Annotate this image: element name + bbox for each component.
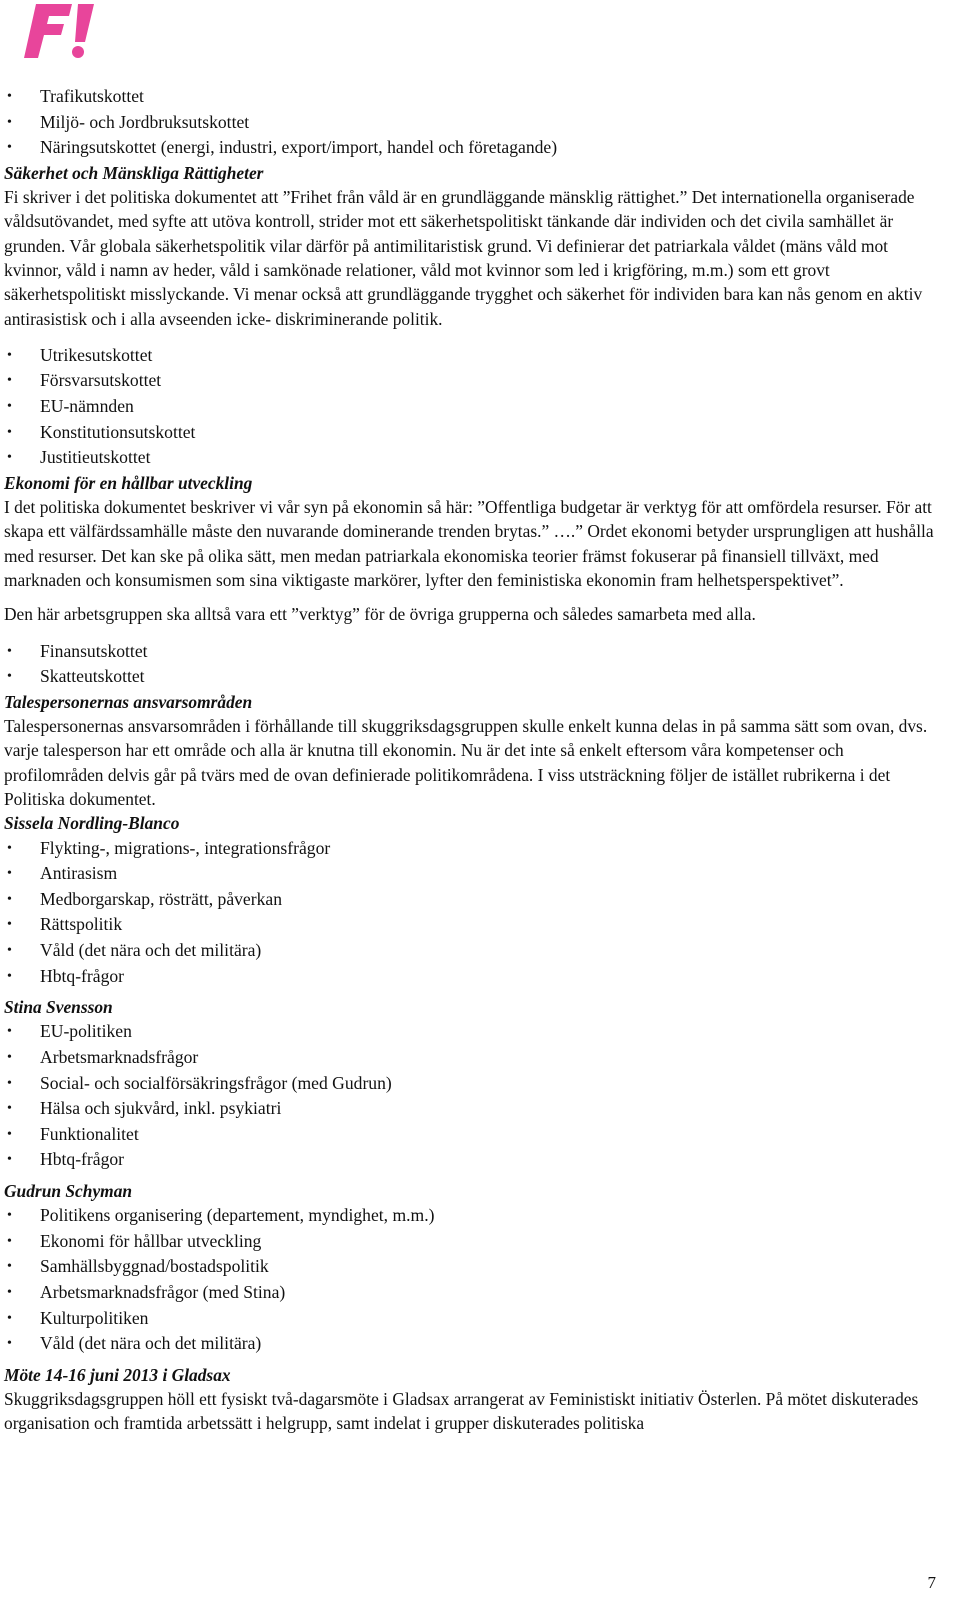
list-item: • Politikens organisering (departement, myndighet, m.m.): [4, 1203, 940, 1229]
list-item: • Arbetsmarknadsfrågor (med Stina): [4, 1280, 940, 1306]
list-item: • Finansutskottet: [4, 639, 940, 665]
list-item: • Justitieutskottet: [4, 445, 940, 471]
committee-list-3: [4, 639, 940, 690]
section-paragraph: Talespersonernas ansvarsområden i förhållande till skuggriksdagsgruppen skulle enkelt kunna delas in på samma sätt som ovan, dvs. varje talesperson har ett område och alla är knutna till ekonomin. Nu är det inte så enkelt eftersom våra kompetenser och profilområden delvis går på tvärs med de ovan definierade politikområdena. I viss utsträckning följer de istället rubrikerna i det Politiska dokumentet.: [4, 716, 928, 809]
spokesperson-list-2: [4, 1019, 940, 1173]
list-item: • Flykting-, migrations-, integrationsfrågor: [4, 836, 940, 862]
section-paragraph: I det politiska dokumentet beskriver vi vår syn på ekonomin så här: ”Offentliga budgetar är verktyg för att omfördela resurser. För att skapa ett välfärdssamhälle måste den nuvarande dominerande trenden brytas.” ….” Ordet ekonomi betyder ursprungligen att hushålla med resurser. Det kan ske på olika sätt, men medan patriarkala ekonomiska teorier främst fokuserar på finansiell tillväxt, med marknaden och konsumismen som sina viktigaste markörer, lyfter den feministiska ekonomin fram helhetsperspektivet”.: [4, 497, 934, 591]
list-item: • Skatteutskottet: [4, 664, 940, 690]
section-heading: Säkerhet och Mänskliga Rättigheter: [4, 162, 264, 183]
committee-list-1: [4, 84, 940, 161]
list-item: • Medborgarskap, rösträtt, påverkan: [4, 887, 940, 913]
bullet-icon: •: [7, 1075, 12, 1091]
section-heading: Ekonomi för en hållbar utveckling: [4, 472, 253, 493]
bullet-icon: •: [7, 399, 12, 415]
list-item: • Näringsutskottet (energi, industri, export/import, handel och företagande): [4, 135, 940, 161]
committee-list-2: [4, 343, 940, 471]
bullet-icon: •: [7, 917, 12, 933]
list-item: • Hälsa och sjukvård, inkl. psykiatri: [4, 1096, 940, 1122]
bullet-icon: •: [7, 1259, 12, 1275]
list-item: • Samhällsbyggnad/bostadspolitik: [4, 1254, 940, 1280]
bullet-icon: •: [7, 1310, 12, 1326]
section-paragraph: Den här arbetsgruppen ska alltså vara ett ”verktyg” för de övriga grupperna och således samarbeta med alla.: [4, 604, 756, 625]
bullet-icon: •: [7, 1024, 12, 1040]
bullet-icon: •: [7, 942, 12, 958]
feministiskt-initiativ-logo: [22, 0, 102, 62]
section-heading: Talespersonernas ansvarsområden: [4, 691, 253, 712]
bullet-icon: •: [7, 140, 12, 156]
spokesperson-name: Sissela Nordling-Blanco: [4, 813, 180, 834]
bullet-icon: •: [7, 347, 12, 363]
bullet-icon: •: [7, 643, 12, 659]
spokesperson-name: Gudrun Schyman: [4, 1181, 133, 1201]
list-item: • Trafikutskottet: [4, 84, 940, 110]
list-item: • Hbtq-frågor: [4, 964, 940, 990]
section-paragraph: Skuggriksdagsgruppen höll ett fysiskt två-dagarsmöte i Gladsax arrangerat av Feministiskt initiativ Österlen. På mötet diskuterades organisation och framtida arbetssätt i helgrupp, samt indelat i grupper diskuterades politiska: [4, 1389, 919, 1434]
spokesperson-list-3: [4, 1203, 940, 1357]
list-item: • Social- och socialförsäkringsfrågor (med Gudrun): [4, 1071, 940, 1097]
list-item: • Våld (det nära och det militära): [4, 938, 940, 964]
bullet-icon: •: [7, 1208, 12, 1224]
bullet-icon: •: [7, 1050, 12, 1066]
spokesperson-list-1: [4, 836, 940, 990]
bullet-icon: •: [7, 669, 12, 685]
list-item: • Kulturpolitiken: [4, 1306, 940, 1332]
list-item: • EU-politiken: [4, 1019, 940, 1045]
list-item: • Konstitutionsutskottet: [4, 420, 940, 446]
page-number: 7: [927, 1573, 936, 1592]
list-item: • Ekonomi för hållbar utveckling: [4, 1229, 940, 1255]
list-item: • Våld (det nära och det militära): [4, 1331, 940, 1357]
list-item: • Antirasism: [4, 861, 940, 887]
document-body: [4, 84, 940, 1436]
bullet-icon: •: [7, 450, 12, 466]
section-paragraph: Fi skriver i det politiska dokumentet att ”Frihet från våld är en grundläggande mänsklig rättighet.” Det internationella organiserade våldsutövandet, med syfte att utöva kontroll, strider mot ett säkerhetspolitiskt tänkande där individen och det civila samhället är grunden. Vår globala säkerhetspolitik vilar därför på antimilitaristisk grund. Vi definierar det patriarkala våldet (mäns våld mot kvinnor, våld i namn av heder, våld i samkönade relationer, våld mot kvinnor som led i krigföring, m.m.) som ett grovt säkerhetspolitiskt misslyckande. Vi menar också att grundläggande trygghet och säkerhet för individen bara kan nås genom en aktiv antirasistisk och i alla avseenden icke- diskriminerande politik.: [4, 187, 923, 329]
bullet-icon: •: [7, 968, 12, 984]
list-item: • Försvarsutskottet: [4, 368, 940, 394]
list-item: • Arbetsmarknadsfrågor: [4, 1045, 940, 1071]
bullet-icon: •: [7, 1336, 12, 1352]
section-heading: Möte 14-16 juni 2013 i Gladsax: [4, 1364, 231, 1385]
bullet-icon: •: [7, 1285, 12, 1301]
bullet-icon: •: [7, 866, 12, 882]
list-item: • Miljö- och Jordbruksutskottet: [4, 110, 940, 136]
list-item: • Rättspolitik: [4, 912, 940, 938]
bullet-icon: •: [7, 1101, 12, 1117]
bullet-icon: •: [7, 1233, 12, 1249]
spokesperson-name: Stina Svensson: [4, 997, 113, 1018]
bullet-icon: •: [7, 373, 12, 389]
bullet-icon: •: [7, 89, 12, 104]
bullet-icon: •: [7, 840, 12, 856]
bullet-icon: •: [7, 1152, 12, 1168]
list-item: • Funktionalitet: [4, 1122, 940, 1148]
list-item: • Hbtq-frågor: [4, 1147, 940, 1173]
bullet-icon: •: [7, 891, 12, 907]
list-item: • Utrikesutskottet: [4, 343, 940, 369]
bullet-icon: •: [7, 114, 12, 130]
bullet-icon: •: [7, 424, 12, 440]
bullet-icon: •: [7, 1126, 12, 1142]
list-item: • EU-nämnden: [4, 394, 940, 420]
